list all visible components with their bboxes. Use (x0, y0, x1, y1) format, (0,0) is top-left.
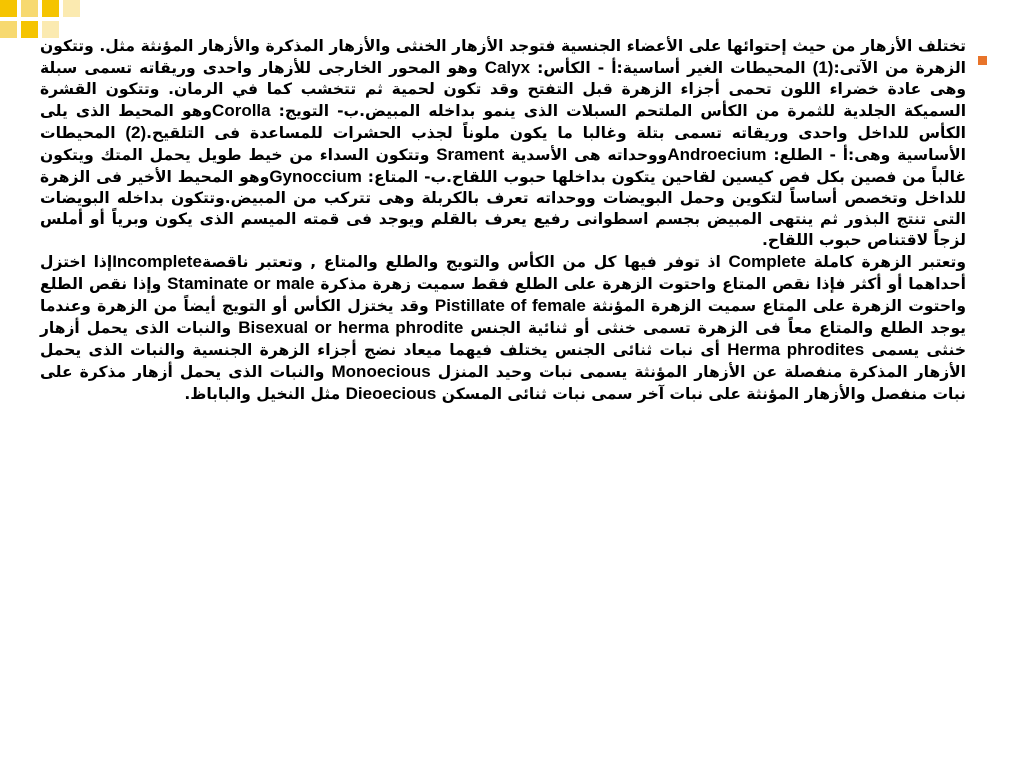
text-run: أى نبات ثنائى الجنس يختلف فيهما ميعاد نضج أجزاء الزهرة الجنسية والنبات الذى يحمل الأزهار المذكرة منفصلة عن الأزهار المؤنثة يسمى نبات وحيد المنزل (40, 341, 966, 381)
latin-term: Staminate or male (167, 274, 315, 293)
slide-body-text (40, 36, 966, 736)
latin-term: Androecium (667, 145, 767, 164)
latin-term: Herma phrodites (727, 340, 865, 359)
latin-term: (2) (125, 123, 147, 142)
text-run: إذا اختزل أحداهما أو أكثر فإذا نقص المتاع واحتوت الزهرة على الطلع فقط سميت زهرة مذكرة (40, 253, 966, 293)
corner-square (63, 0, 80, 17)
text-run: اذ توفر فيها كل من الكأس والتويج والطلع والمتاع , وتعتبر ناقصة (201, 253, 729, 271)
latin-term: Gynoccium (269, 167, 362, 186)
text-run: وتتكون السداء من خيط طويل يحمل المتك ويتكون غالباً من فصين بكل فص كيسين لقاحين يتكون بداخلها حبوب اللقاح.ب- المتاع: (40, 146, 967, 186)
text-run: المحيطات الأساسية وهى:أ - الطلع: (40, 124, 966, 164)
latin-term: Complete (728, 252, 806, 271)
latin-term: Srament (436, 145, 505, 164)
latin-term: Calyx (484, 58, 531, 77)
latin-term: Dieoecious (345, 384, 437, 403)
text-run: وتعتبر الزهرة كاملة (805, 253, 966, 271)
corner-square (21, 21, 38, 38)
text-run: ووحداته هى الأسدية (504, 146, 668, 164)
text-run: المحيطات الغير أساسية:أ - الكأس: (530, 59, 813, 77)
corner-square (21, 0, 38, 17)
latin-term: Monoecious (331, 362, 431, 381)
text-run: وإذا نقص الطلع واحتوت الزهرة على المتاع سميت الزهرة المؤنثة (40, 275, 966, 315)
bullet-square-icon (978, 56, 987, 65)
text-run: تختلف الأزهار من حيث إحتوائها على الأعضاء الجنسية فتوجد الأزهار الخنثى والأزهار المذكرة والأزهار المؤنثة مثل. وتتكون الزهرة من الآتى: (40, 37, 966, 77)
corner-square (42, 0, 59, 17)
latin-term: Corolla (212, 101, 271, 120)
text-run: وهو المحور الخارجى للأزهار واحدى وريقاته تسمى سبلة وهى عادة خضراء اللون تحمى أجزاء الزهرة قبل التفتح وقد تكون لحمية ثم تتخشب كما في الرمان. وتتكون القشرة السميكة الجلدية للثمرة من الكأس الملتحم السبلات الذى ينمو بداخله المبيض.ب- التويج: (40, 59, 967, 120)
text-run: والنبات الذى يحمل أزهار خنثى يسمى (40, 319, 966, 359)
latin-term: Pistillate of female (434, 296, 586, 315)
text-run: والنبات الذى يحمل أزهار مذكرة على نبات منفصل والأزهار المؤنثة على نبات آخر سمى نبات ثنائى المسكن (40, 363, 966, 403)
latin-term: Incomplete (112, 252, 202, 271)
paragraph (40, 251, 966, 405)
paragraph (40, 36, 966, 251)
text-run: وهو المحيط الذى يلى الكأس للداخل واحدى وريقاته تسمى بتلة وغالبا ما يكون ملوناً لجذب الحشرات للمساعدة فى التلقيح. (40, 102, 966, 142)
text-run: مثل النخيل والباباظ. (184, 385, 346, 403)
text-run: وقد يختزل الكأس أو التويج أيضاً من الزهرة وعندما يوجد الطلع والمتاع معاً فى الزهرة تسمى خنثى أو ثنائية الجنس (40, 297, 966, 337)
latin-term: (1) (812, 58, 834, 77)
latin-term: Bisexual or herma phrodite (238, 318, 464, 337)
corner-square (0, 21, 17, 38)
corner-square (0, 0, 17, 17)
text-run: وهو المحيط الأخير فى الزهرة للداخل وتخصص أساساً لتكوين وحمل البويضات ووحداته تعرف بالكربلة وهى تتركب من المبيض.وتتكون بداخله البويضات التى تنتج البذور ثم ينتهى المبيض بجسم اسطوانى رفيع يعرف بالقلم ويوجد فى قمته الميسم الذى يكون وبرياً أو أملس لزجاً لاقتناص حبوب اللقاح. (40, 168, 966, 249)
